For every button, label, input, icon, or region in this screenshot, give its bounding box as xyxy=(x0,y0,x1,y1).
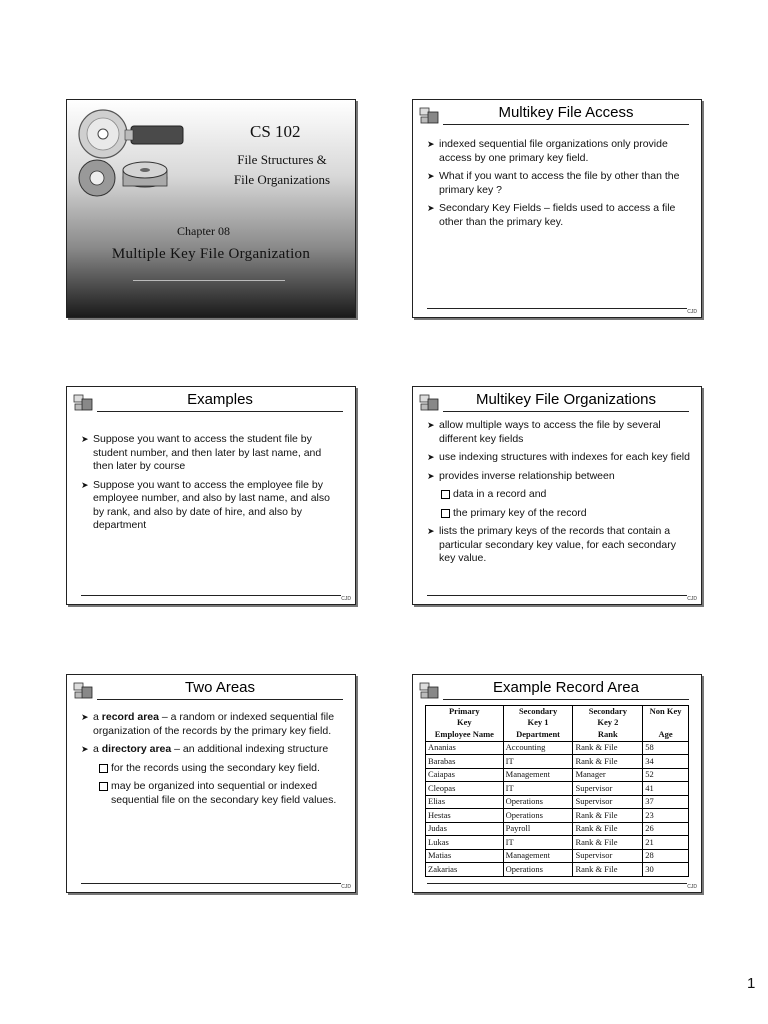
table-cell: Rank & File xyxy=(573,809,643,823)
table-cell: Elias xyxy=(426,795,504,809)
table-cell: Judas xyxy=(426,822,504,836)
slide-title: Multikey File Organizations xyxy=(475,391,657,408)
table-cell: Operations xyxy=(503,795,573,809)
slide-example-record-area xyxy=(412,674,702,893)
column-header: Age xyxy=(643,728,689,741)
text-fragment: – an additional indexing structure xyxy=(171,743,329,755)
table-row xyxy=(426,768,689,782)
square-bullet-icon xyxy=(441,509,450,518)
bullet-text: lists the primary keys of the records that contain a particular secondary key value, for each secondary key value. xyxy=(439,525,676,564)
column-header xyxy=(503,706,573,729)
slide-multikey-file-organizations xyxy=(412,386,702,605)
header-text: Key 1 xyxy=(527,717,549,727)
arrow-bullet-icon: ➤ xyxy=(427,139,435,149)
bullet xyxy=(425,470,691,484)
bullet xyxy=(425,451,691,465)
course-title: CS 102 xyxy=(250,122,301,141)
sub-bullet-text: data in a record and xyxy=(453,488,547,500)
footer-rule xyxy=(81,883,341,884)
title-rule xyxy=(443,699,689,700)
sub-bullet xyxy=(441,507,691,521)
table-cell: 41 xyxy=(643,782,689,796)
header-text: Primary xyxy=(448,706,480,716)
chapter-label: Chapter 08 xyxy=(177,224,230,238)
table-cell: 58 xyxy=(643,741,689,755)
title-rule xyxy=(443,124,689,125)
bullet-text: indexed sequential file organizations only provide access by one primary key field. xyxy=(439,138,668,164)
table-cell: Management xyxy=(503,849,573,863)
table-body xyxy=(426,741,689,876)
footer-initials: CJD xyxy=(687,596,697,602)
table-row xyxy=(426,809,689,823)
bullet xyxy=(79,433,343,474)
sub-bullet xyxy=(441,488,691,502)
text-fragment: – a random or indexed sequential file organization of the records by the primary key field. xyxy=(93,711,335,737)
bullet-text: Secondary Key Fields – fields used to access a file other than the primary key. xyxy=(439,202,676,228)
table-cell: 28 xyxy=(643,849,689,863)
footer-rule xyxy=(81,595,341,596)
table-row xyxy=(426,849,689,863)
table-cell: Barabas xyxy=(426,755,504,769)
slide-examples xyxy=(66,386,356,605)
bullet-text: provides inverse relationship between xyxy=(439,469,615,482)
footer-rule xyxy=(427,883,687,884)
bullet xyxy=(79,479,343,533)
computer-logo-icon xyxy=(73,680,93,700)
sub-bullet-text: the primary key of the record xyxy=(453,506,587,519)
divider xyxy=(133,280,285,281)
storage-media-icon xyxy=(73,106,191,206)
table-cell: Manager xyxy=(573,768,643,782)
sub-bullet xyxy=(99,780,345,807)
arrow-bullet-icon: ➤ xyxy=(81,712,89,722)
table-cell: Management xyxy=(503,768,573,782)
table-cell: Zakarias xyxy=(426,863,504,877)
bullet-text: allow multiple ways to access the file by several different key fields xyxy=(439,419,661,445)
subtitle-line-2: File Organizations xyxy=(233,172,331,187)
bullet xyxy=(425,170,691,197)
slide-two-areas xyxy=(66,674,356,893)
bullet xyxy=(425,138,691,165)
text-fragment: a xyxy=(93,711,102,723)
table-cell: Supervisor xyxy=(573,782,643,796)
table-header-row xyxy=(426,728,689,741)
slide-title: Multikey File Access xyxy=(498,104,634,121)
header-text: Secondary xyxy=(518,706,558,716)
slide-body xyxy=(79,433,343,538)
table-cell: 26 xyxy=(643,822,689,836)
subtitle-line-1: File Structures & xyxy=(237,152,327,167)
header-text: Secondary xyxy=(588,706,627,716)
computer-logo-icon xyxy=(419,392,439,412)
slide-body xyxy=(425,419,691,571)
table-row xyxy=(426,836,689,850)
slide-title xyxy=(66,99,356,318)
bullet-text: use indexing structures with indexes for each key field xyxy=(439,451,690,463)
column-header: Employee Name xyxy=(426,728,504,741)
arrow-bullet-icon: ➤ xyxy=(81,479,89,490)
table-cell: Caiapas xyxy=(426,768,504,782)
text-fragment: a xyxy=(93,743,102,755)
slide-title: Two Areas xyxy=(184,679,256,696)
slide-title: Examples xyxy=(187,391,253,408)
footer-initials: CJD xyxy=(341,596,351,602)
header-text: Key xyxy=(457,717,472,727)
arrow-bullet-icon: ➤ xyxy=(81,434,89,444)
arrow-bullet-icon: ➤ xyxy=(81,744,89,754)
table-row xyxy=(426,822,689,836)
bullet-text: What if you want to access the file by other than the primary key ? xyxy=(439,170,680,196)
table-cell: 37 xyxy=(643,795,689,809)
table-header-row xyxy=(426,706,689,729)
term-directory-area: directory area xyxy=(101,743,172,755)
column-header xyxy=(573,706,643,729)
table-cell: Operations xyxy=(503,863,573,877)
bullet-text: Suppose you want to access the student file by student number, and then later by last name, and then later by course xyxy=(93,433,322,472)
arrow-bullet-icon: ➤ xyxy=(427,420,435,430)
footer-initials: CJD xyxy=(687,884,697,890)
table-cell: 52 xyxy=(643,768,689,782)
slide-multikey-file-access xyxy=(412,99,702,318)
bullet xyxy=(425,202,691,229)
page-number: 1 xyxy=(747,975,756,992)
table-cell: Matias xyxy=(426,849,504,863)
arrow-bullet-icon: ➤ xyxy=(427,452,435,462)
table-row xyxy=(426,755,689,769)
square-bullet-icon xyxy=(441,490,450,499)
table-cell: Rank & File xyxy=(573,822,643,836)
bullet xyxy=(79,743,345,757)
table-cell: 21 xyxy=(643,836,689,850)
header-text: Key 2 xyxy=(597,717,619,727)
footer-rule xyxy=(427,308,687,309)
table-cell: Rank & File xyxy=(573,836,643,850)
title-rule xyxy=(97,699,343,700)
table-cell: IT xyxy=(503,836,573,850)
column-header xyxy=(426,706,504,729)
table-row xyxy=(426,741,689,755)
slide-body xyxy=(425,138,691,234)
bullet xyxy=(79,711,345,738)
arrow-bullet-icon: ➤ xyxy=(427,203,435,213)
column-header: Department xyxy=(503,728,573,741)
table-row xyxy=(426,863,689,877)
table-cell: Ananias xyxy=(426,741,504,755)
table-cell: Rank & File xyxy=(573,863,643,877)
header-text: Non Key xyxy=(649,706,682,716)
square-bullet-icon xyxy=(99,764,108,773)
table-cell: Operations xyxy=(503,809,573,823)
footer-initials: CJD xyxy=(341,884,351,890)
arrow-bullet-icon: ➤ xyxy=(427,171,435,181)
computer-logo-icon xyxy=(73,392,93,412)
slide-title: Example Record Area xyxy=(493,679,639,696)
arrow-bullet-icon: ➤ xyxy=(427,470,435,481)
title-rule xyxy=(443,411,689,412)
table-cell: Cleopas xyxy=(426,782,504,796)
column-header xyxy=(643,706,689,729)
table-cell: Payroll xyxy=(503,822,573,836)
table-row xyxy=(426,782,689,796)
bullet-text: Suppose you want to access the employee file by employee number, and also by last name, and also by rank, and also by date of hire, and also by department xyxy=(93,478,330,531)
term-record-area: record area xyxy=(101,711,159,723)
table-row xyxy=(426,795,689,809)
sub-bullet-text: may be organized into sequential or indexed sequential file on the secondary key field values. xyxy=(111,780,337,806)
table-cell: Rank & File xyxy=(573,755,643,769)
arrow-bullet-icon: ➤ xyxy=(427,526,435,536)
table-cell: 34 xyxy=(643,755,689,769)
course-subtitle xyxy=(217,150,347,190)
table-cell: IT xyxy=(503,782,573,796)
table-cell: Rank & File xyxy=(573,741,643,755)
table-cell: Supervisor xyxy=(573,849,643,863)
sub-bullet-text: for the records using the secondary key field. xyxy=(111,761,320,774)
table-cell: Hestas xyxy=(426,809,504,823)
record-area-table xyxy=(425,705,689,877)
footer-initials: CJD xyxy=(687,309,697,315)
computer-logo-icon xyxy=(419,105,439,125)
table-cell: Lukas xyxy=(426,836,504,850)
computer-logo-icon xyxy=(419,680,439,700)
slide-body xyxy=(79,711,345,812)
title-rule xyxy=(97,411,343,412)
table-cell: Accounting xyxy=(503,741,573,755)
bullet xyxy=(425,525,691,566)
square-bullet-icon xyxy=(99,782,108,791)
bullet xyxy=(425,419,691,446)
table-cell: 30 xyxy=(643,863,689,877)
table-cell: IT xyxy=(503,755,573,769)
footer-rule xyxy=(427,595,687,596)
column-header: Rank xyxy=(573,728,643,741)
chapter-topic: Multiple Key File Organization xyxy=(111,246,311,262)
sub-bullet xyxy=(99,762,345,776)
table-cell: Supervisor xyxy=(573,795,643,809)
table-cell: 23 xyxy=(643,809,689,823)
